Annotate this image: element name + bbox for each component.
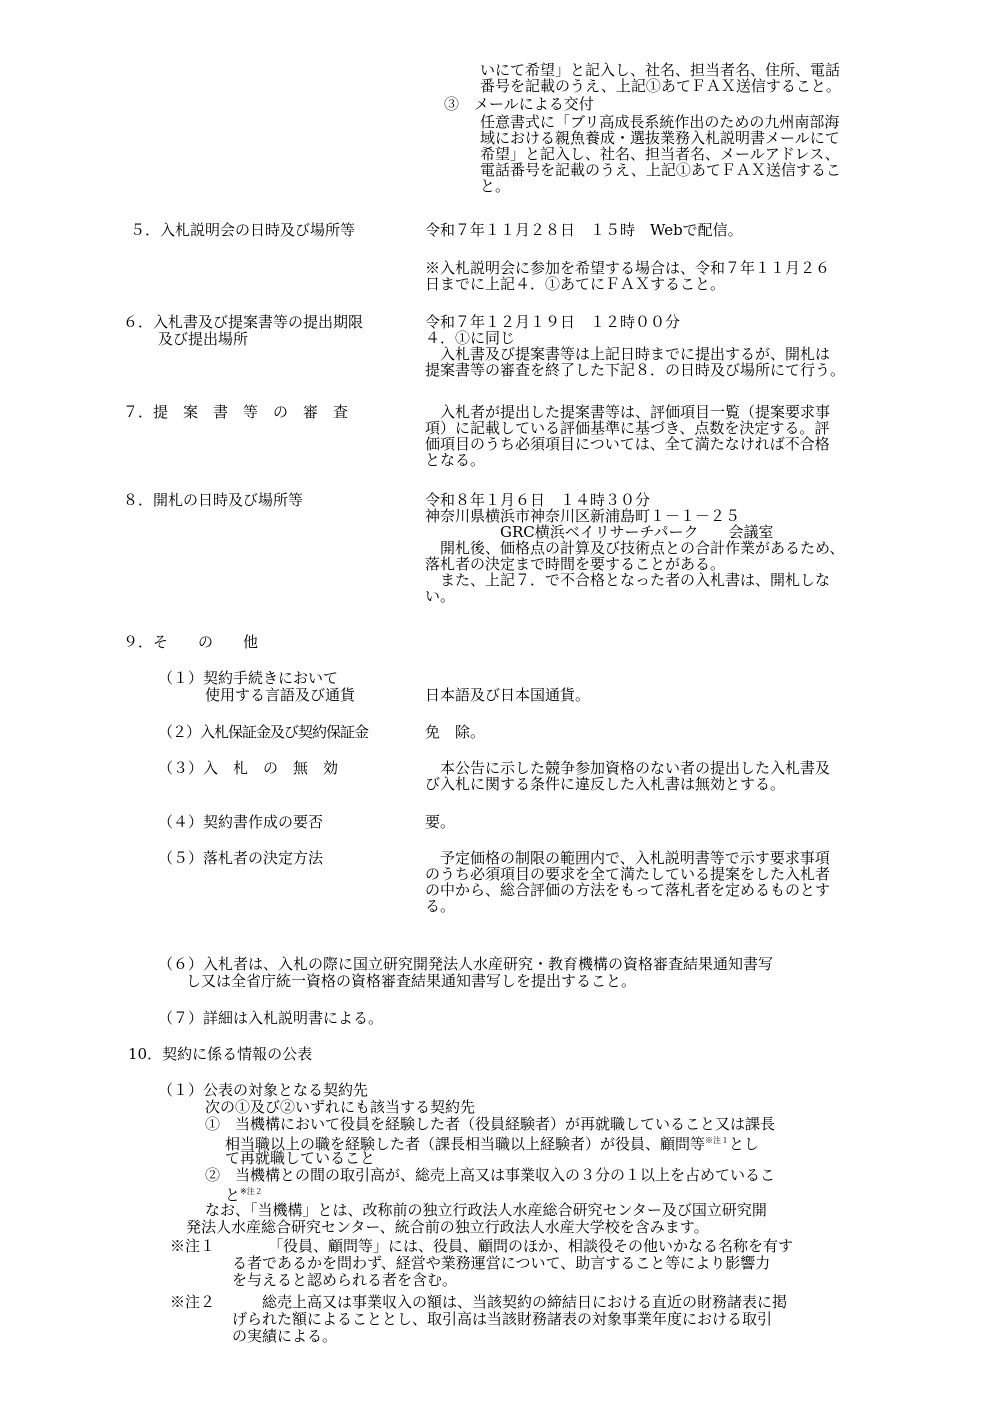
section-8-label: ８．開札の日時及び場所等 bbox=[123, 491, 304, 509]
s9-item2-text: 免 除。 bbox=[425, 723, 486, 741]
s9-item1-label: （１）契約手続きにおいて bbox=[158, 669, 339, 687]
item3-title: ③ メールによる交付 bbox=[444, 95, 594, 113]
s10-sub1-title: （１）公表の対象となる契約先 bbox=[158, 1081, 369, 1099]
note1-label: ※注１ bbox=[170, 1237, 216, 1255]
note1-line3: を与えると認められる者を含む。 bbox=[232, 1271, 458, 1289]
note2-label: ※注２ bbox=[170, 1293, 216, 1311]
s9-item2-label: （２）入札保証金及び契約保証金 bbox=[158, 723, 369, 741]
s9-item6-line1: （６）入札者は、入札の際に国立研究開発法人水産研究・教育機構の資格審査結果通知書写 bbox=[158, 955, 774, 973]
s9-item4-label: （４）契約書作成の要否 bbox=[158, 813, 324, 831]
s10-nao-line1: なお、「当機構」とは、改称前の独立行政法人水産総合研究センター及び国立研究開 bbox=[205, 1201, 767, 1219]
s9-item1-label-2: 使用する言語及び通貨 bbox=[205, 686, 356, 704]
s10-cond1-line3: て再就職していること bbox=[225, 1149, 376, 1167]
section-8-text: 令和８年１月６日 １４時３０分 神奈川県横浜市神奈川区新浦島町１－１－２５ GRC横浜ベイリサーチパーク 会議室 開札後、価格点の計算及び技術点との合計作業があるため、 落札者の決定まで時間を要することがある。 また、上記７．で不合格となった者の入札書は、開札しな い。 bbox=[425, 491, 845, 605]
s10-cond2-line2: と$^{※注2}$ bbox=[225, 1186, 263, 1204]
s9-item4-text: 要。 bbox=[425, 813, 456, 831]
section-10-label: 10．契約に係る情報の公表 bbox=[128, 1045, 313, 1063]
s10-sub1-intro: 次の①及び②いずれにも該当する契約先 bbox=[205, 1098, 476, 1116]
note1-line2: る者であるかを問わず、経営や業務運営について、助言すること等により影響力 bbox=[232, 1254, 771, 1272]
section-5-label: ５．入札説明会の日時及び場所等 bbox=[130, 221, 356, 239]
s9-item1-text: 日本語及び日本国通貨。 bbox=[425, 686, 591, 704]
s9-item5-text: 予定価格の制限の範囲内で、入札説明書等で示す要求事項 のうち必須項目の要求を全て満たしている提案をした入札者 の中から、総合評価の方法をもって落札者を定めるものとす る。 bbox=[425, 849, 831, 915]
s9-item3-text: 本公告に示した競争参加資格のない者の提出した入札書及 び入札に関する条件に違反した入札書は無効とする。 bbox=[425, 759, 831, 793]
s9-item7: （７）詳細は入札説明書による。 bbox=[158, 1009, 384, 1027]
item3-text: 任意書式に「ブリ高成長系統作出のための九州南部海 域における親魚養成・選抜業務入札説明書メールにて 希望」と記入し、社名、担当者名、メールアドレス、 電話番号を記載のうえ、上記①あてＦＡＸ送信するこ と。 bbox=[480, 113, 841, 195]
section-5-note: ※入札説明会に参加を希望する場合は、令和７年１１月２６ 日までに上記４．①あてにＦＡＸすること。 bbox=[425, 259, 831, 293]
section-9-label: ９．そ の 他 bbox=[123, 633, 259, 651]
section-6-label: ６．入札書及び提案書等の提出期限 bbox=[123, 313, 364, 331]
s9-item5-label: （５）落札者の決定方法 bbox=[158, 849, 324, 867]
note2-ref: ※注２ bbox=[240, 1187, 263, 1196]
continued-text: いにて希望」と記入し、社名、担当者名、住所、電話 番号を記載のうえ、上記①あてＦＡＸ送信すること。 bbox=[480, 61, 841, 95]
note1-ref: ※注１ bbox=[705, 1136, 730, 1145]
section-6-label-2: 及び提出場所 bbox=[158, 330, 249, 348]
note2-line1: 総売上高又は事業収入の額は、当該契約の締結日における直近の財務諸表に掲 bbox=[262, 1293, 788, 1311]
note2-line3: の実績による。 bbox=[232, 1327, 338, 1345]
section-7-text: 入札者が提出した提案書等は、評価項目一覧（提案要求事 項）に記載している評価基準に基づき、点数を決定する。評 価項目のうち必須項目については、全て満たなければ不合格 となる。 bbox=[425, 403, 831, 469]
note1-line1: 「役員、顧問等」には、役員、顧問のほか、相談役その他いかなる名称を有す bbox=[268, 1237, 794, 1255]
s9-item6-line2: し又は全省庁統一資格の資格審査結果通知書写しを提出すること。 bbox=[186, 972, 637, 990]
section-7-label: ７．提 案 書 等 の 審 査 bbox=[123, 403, 349, 421]
section-6-text: 令和７年１２月１９日 １２時００分 ４．①に同じ 入札書及び提案書等は上記日時までに提出するが、開札は 提案書等の審査を終了した下記８．の日時及び場所にて行う。 bbox=[425, 313, 846, 379]
s10-cond2-line1: ② 当機構との間の取引高が、総売上高又は事業収入の３分の１以上を占めているこ bbox=[205, 1166, 776, 1184]
section-5-text: 令和７年１１月２８日 １５時 Webで配信。 bbox=[425, 221, 743, 239]
s10-nao-line2: 発法人水産総合研究センター、統合前の独立行政法人水産大学校を含みます。 bbox=[186, 1218, 709, 1236]
s10-cond1-line2: 相当職以上の職を経験した者（課長相当職以上経験者）が役員、顧問等$^{※注1}$とし bbox=[225, 1135, 760, 1153]
note2-line2: げられた額によることとし、取引高は当該財務諸表の対象事業年度における取引 bbox=[232, 1310, 773, 1328]
s10-cond1-line1: ① 当機構において役員を経験した者（役員経験者）が再就職していること又は課長 bbox=[205, 1115, 776, 1133]
s9-item3-label: （３）入 札 の 無 効 bbox=[158, 759, 339, 777]
